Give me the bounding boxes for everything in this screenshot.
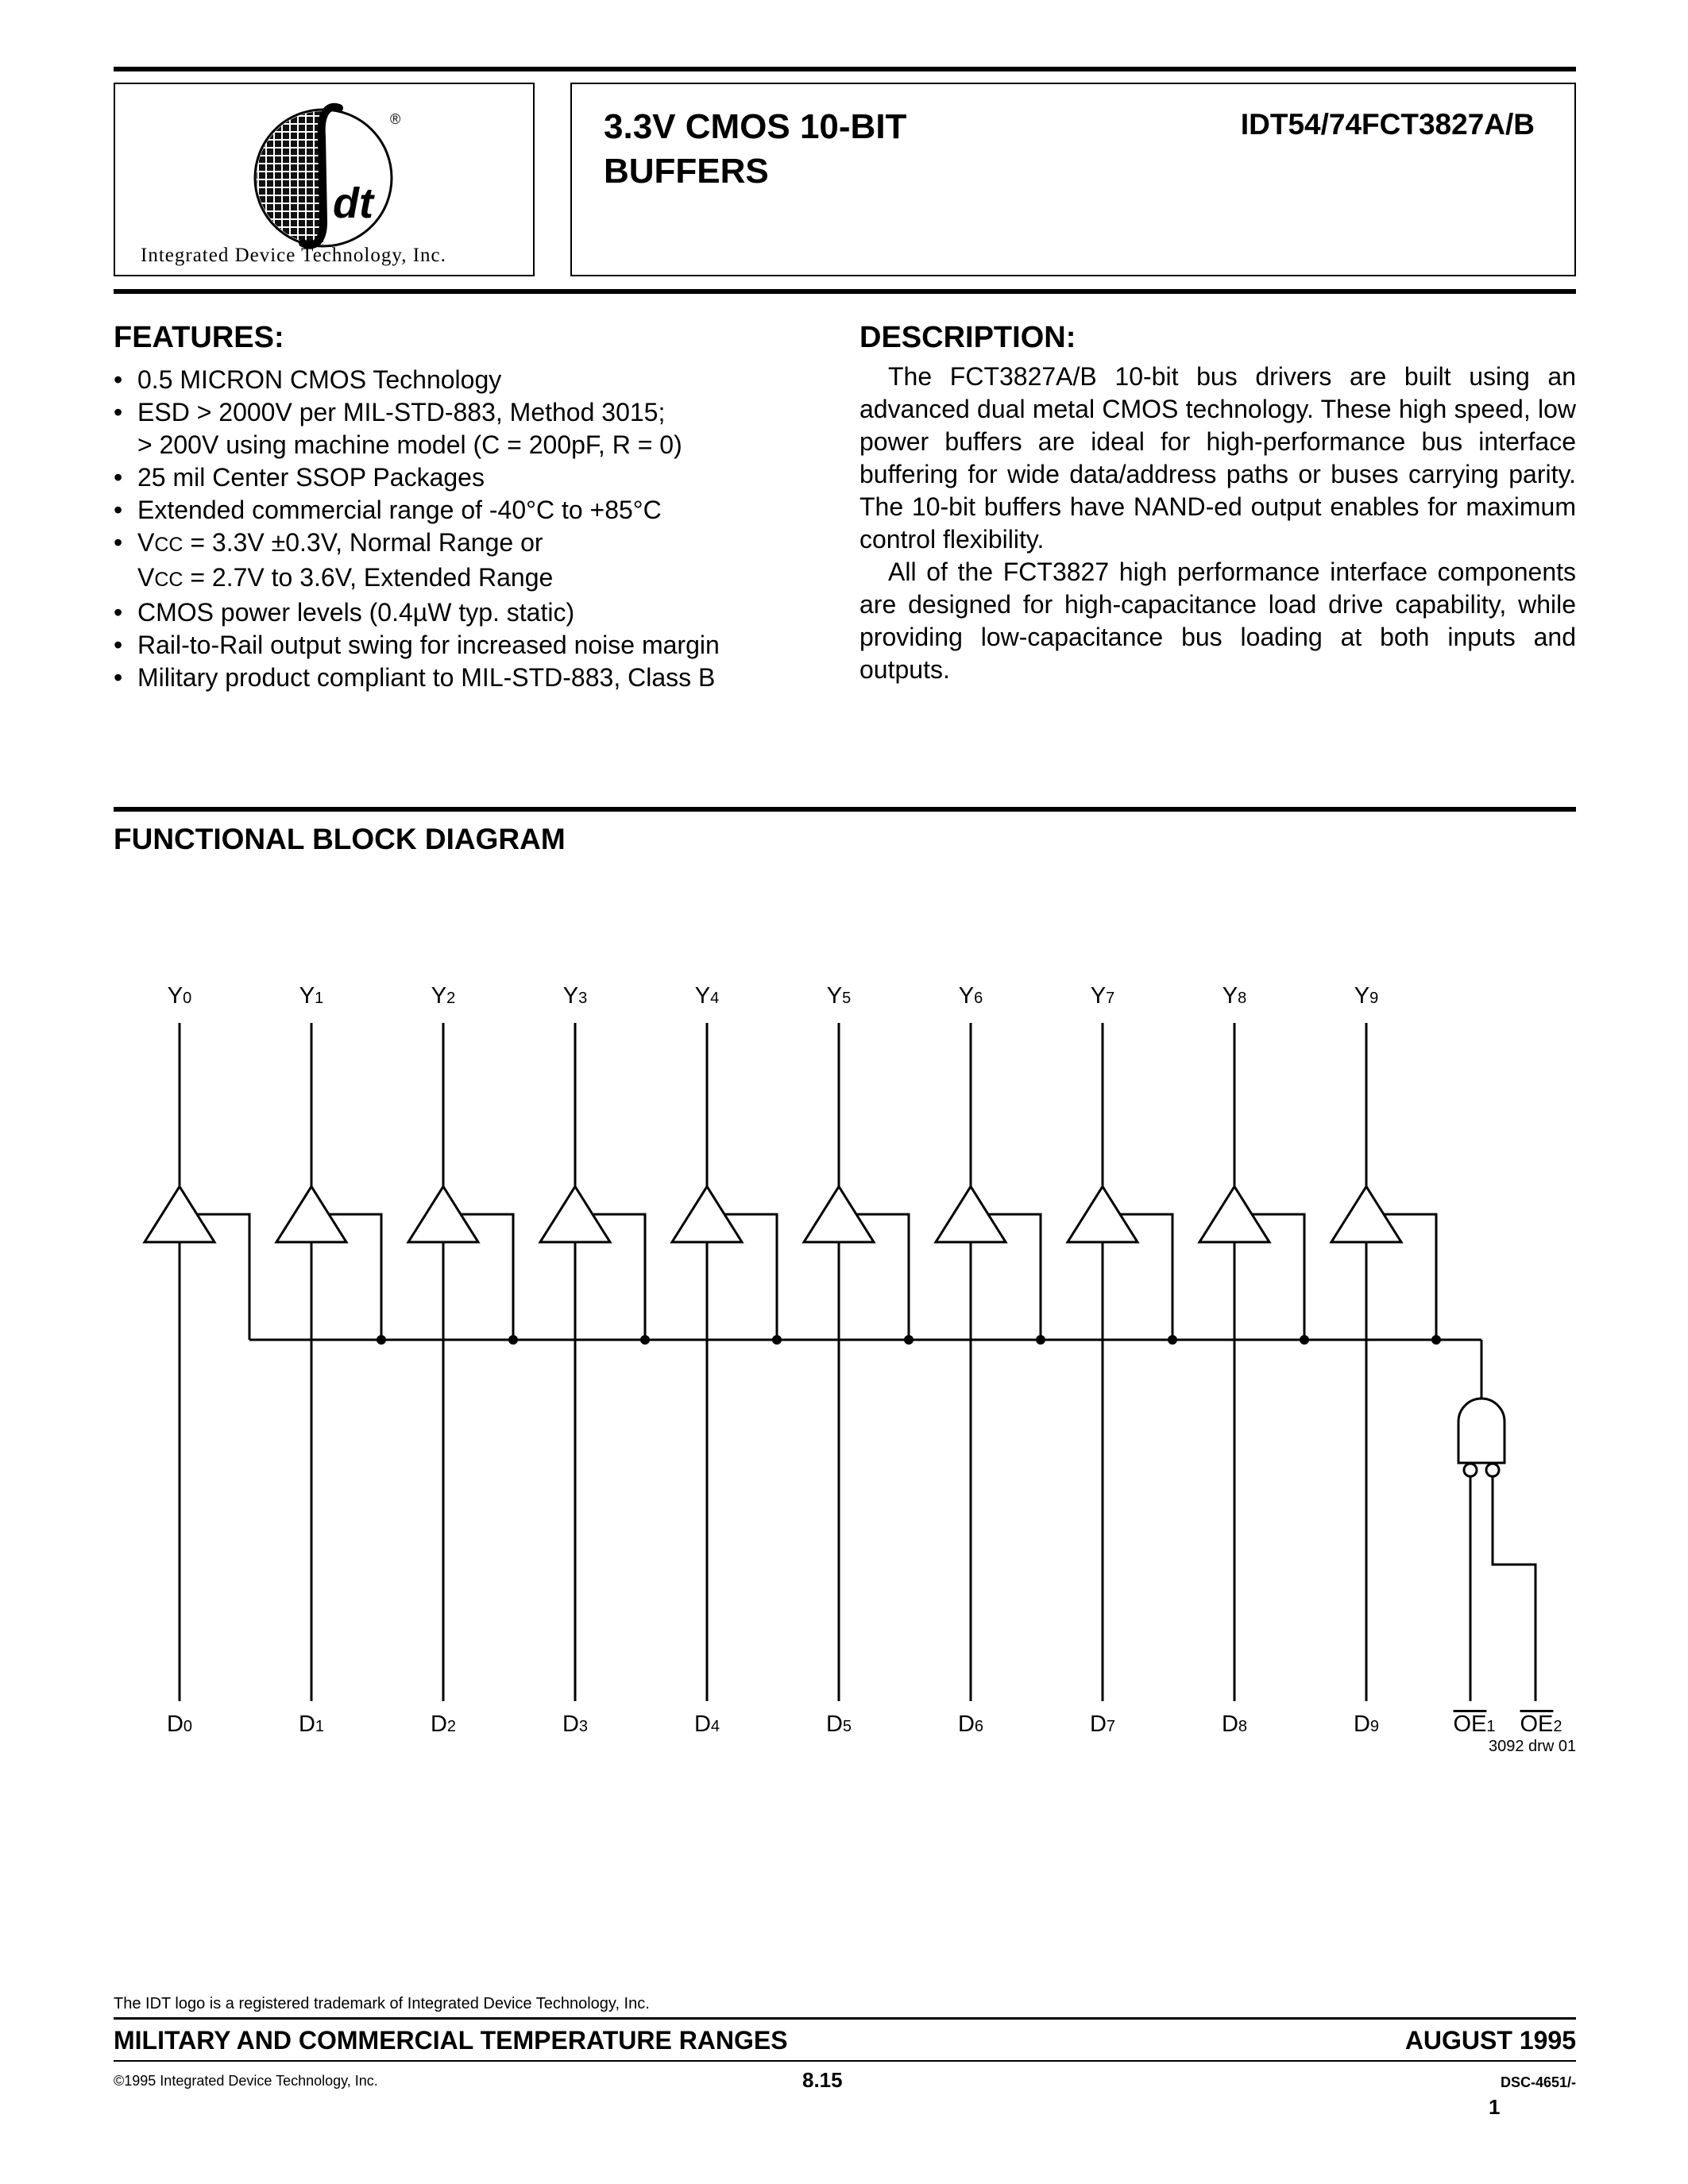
input-label-d3: [562, 1711, 588, 1737]
header-bottom-rule: [114, 289, 1576, 294]
bullet-marker: •: [114, 496, 123, 524]
input-label-d7: [1090, 1711, 1115, 1737]
company-name: Integrated Device Technology, Inc.: [141, 245, 446, 266]
enable-label-oe2-letter: OE: [1520, 1711, 1554, 1737]
output-label-y2-letter: Y: [431, 983, 447, 1009]
input-label-d9-index: 9: [1369, 1718, 1380, 1735]
document-title: [604, 105, 906, 194]
output-label-y5-letter: Y: [826, 983, 843, 1009]
feature-text: Extended commercial range of -40°C to +85°C: [137, 496, 662, 524]
functional-block-diagram: [0, 874, 1688, 1787]
output-label-y8-index: 8: [1238, 990, 1247, 1007]
diagram-heading: FUNCTIONAL BLOCK DIAGRAM: [114, 823, 566, 855]
input-label-d7-letter: D: [1089, 1711, 1107, 1737]
feature-text-post: = 2.7V to 3.6V, Extended Range: [183, 563, 554, 592]
output-label-y0: [168, 983, 191, 1009]
input-label-d2: [431, 1711, 456, 1737]
output-label-y3-index: 3: [578, 990, 588, 1007]
feature-item: [114, 662, 720, 694]
input-label-d0: [167, 1711, 192, 1737]
feature-text-sub: CC: [154, 534, 183, 556]
logo-text: dt: [333, 179, 373, 227]
output-label-y6-index: 6: [974, 990, 983, 1007]
title-box: [570, 83, 1576, 276]
feature-item: [114, 527, 720, 561]
input-label-d8-index: 8: [1238, 1718, 1248, 1735]
output-label-y8: [1223, 983, 1246, 1009]
feature-item: [114, 396, 720, 429]
input-label-d4: [694, 1711, 720, 1737]
bullet-marker: •: [114, 598, 123, 627]
feature-item: [114, 494, 720, 527]
output-label-y7-letter: Y: [1090, 983, 1107, 1009]
input-label-d1-index: 1: [315, 1718, 325, 1735]
feature-item: [114, 596, 720, 629]
input-label-d8-letter: D: [1221, 1711, 1238, 1737]
inversion-bubble-1: [1464, 1464, 1477, 1476]
input-label-d9: [1354, 1711, 1379, 1737]
output-label-y6: [959, 983, 983, 1009]
enable-label-oe1: [1453, 1711, 1495, 1737]
feature-text: Rail-to-Rail output swing for increased noise margin: [137, 631, 720, 659]
output-label-y2: [431, 983, 455, 1009]
input-label-d1: [299, 1711, 324, 1737]
feature-text-post: = 3.3V ±0.3V, Normal Range or: [183, 528, 543, 557]
input-label-d4-letter: D: [693, 1711, 711, 1737]
oe2-wire: [1493, 1476, 1535, 1701]
bullet-marker: •: [114, 398, 123, 426]
output-label-y5: [827, 983, 851, 1009]
feature-item: [114, 429, 720, 461]
output-label-y9: [1354, 983, 1378, 1009]
output-label-y2-index: 2: [446, 990, 456, 1007]
input-label-d2-index: 2: [446, 1718, 457, 1735]
bullet-marker: •: [114, 528, 123, 557]
output-label-y9-index: 9: [1369, 990, 1379, 1007]
output-label-y4-letter: Y: [694, 983, 711, 1009]
output-label-y3-letter: Y: [562, 983, 579, 1009]
idt-logo: [250, 100, 401, 251]
feature-item: [114, 364, 720, 396]
input-label-d9-letter: D: [1353, 1711, 1370, 1737]
title-line-2: BUFFERS: [604, 152, 769, 191]
enable-label-oe2: [1520, 1711, 1562, 1737]
input-label-d7-index: 7: [1106, 1718, 1116, 1735]
diagram-top-rule: [114, 807, 1576, 812]
output-label-y9-letter: Y: [1354, 983, 1370, 1009]
output-label-y0-index: 0: [183, 990, 192, 1007]
feature-item: [114, 461, 720, 494]
feature-text-sub: CC: [154, 569, 183, 591]
input-label-d5: [826, 1711, 852, 1737]
input-label-d6-index: 6: [974, 1718, 984, 1735]
output-label-y8-letter: Y: [1222, 983, 1238, 1009]
title-line-1: 3.3V CMOS 10-BIT: [604, 107, 907, 146]
feature-item: [114, 629, 720, 662]
feature-item: [114, 561, 720, 596]
bullet-marker: •: [114, 365, 123, 394]
description-paragraph-2: All of the FCT3827 high performance interface components are designed for high-capacitance load drive capability, while providing low-capacitance bus loading at both inputs and outputs.: [859, 558, 1576, 684]
input-label-d6-letter: D: [957, 1711, 975, 1737]
logo-box: [114, 83, 535, 276]
temperature-ranges: MILITARY AND COMMERCIAL TEMPERATURE RANGES: [114, 2026, 788, 2055]
feature-text: > 200V using machine model (C = 200pF, R = 0): [137, 430, 682, 459]
output-label-y1: [299, 983, 323, 1009]
input-label-d1-letter: D: [298, 1711, 315, 1737]
input-label-d5-letter: D: [825, 1711, 843, 1737]
footer-rule-2: [114, 2060, 1576, 2062]
feature-text: 0.5 MICRON CMOS Technology: [137, 365, 502, 394]
output-label-y1-letter: Y: [299, 983, 315, 1009]
description-paragraph-1: The FCT3827A/B 10-bit bus drivers are built using an advanced dual metal CMOS technology. These high speed, low power buffers are ideal for high-performance bus interface buffering for wide data/address paths or buses carrying parity. The 10-bit buffers have NAND-ed output enables for maximum control flexibility.: [859, 362, 1576, 554]
bullet-marker: •: [114, 631, 123, 659]
enable-label-oe1-index: 1: [1486, 1718, 1496, 1735]
output-label-y6-letter: Y: [958, 983, 975, 1009]
input-label-d4-index: 4: [710, 1718, 720, 1735]
features-list: [114, 364, 720, 694]
output-label-y4-index: 4: [710, 990, 720, 1007]
description-body: [859, 361, 1576, 686]
input-label-d2-letter: D: [430, 1711, 447, 1737]
input-label-d0-letter: D: [166, 1711, 183, 1737]
feature-text-pre: V: [137, 563, 155, 592]
copyright: ©1995 Integrated Device Technology, Inc.: [114, 2073, 378, 2089]
bullet-marker: •: [114, 663, 123, 692]
output-label-y1-index: 1: [315, 990, 324, 1007]
output-label-y3: [563, 983, 587, 1009]
output-label-y5-index: 5: [842, 990, 852, 1007]
feature-text: CMOS power levels (0.4µW typ. static): [137, 598, 575, 627]
trademark-note: The IDT logo is a registered trademark of Integrated Device Technology, Inc.: [114, 1995, 650, 2012]
output-label-y7-index: 7: [1106, 990, 1115, 1007]
drawing-number: 3092 drw 01: [1489, 1738, 1577, 1755]
publication-date: AUGUST 1995: [1404, 2026, 1576, 2055]
output-label-y4: [695, 983, 719, 1009]
feature-text-pre: V: [137, 528, 155, 557]
input-label-d0-index: 0: [183, 1718, 193, 1735]
footer-rule: [114, 2017, 1576, 2020]
input-label-d5-index: 5: [842, 1718, 852, 1735]
page-number: 1: [1489, 2095, 1501, 2119]
enable-label-oe2-index: 2: [1553, 1718, 1562, 1735]
top-rule: [114, 67, 1576, 71]
output-label-y0-letter: Y: [167, 983, 183, 1009]
input-label-d6: [958, 1711, 983, 1737]
inversion-bubble-2: [1486, 1464, 1499, 1476]
nand-gate: [1458, 1399, 1505, 1463]
output-label-y7: [1091, 983, 1114, 1009]
part-number: IDT54/74FCT3827A/B: [1240, 108, 1535, 141]
features-heading: FEATURES:: [114, 321, 284, 354]
enable-label-oe1-letter: OE: [1453, 1711, 1487, 1737]
input-label-d8: [1222, 1711, 1247, 1737]
document-code: DSC-4651/-: [1500, 2074, 1576, 2090]
input-label-d3-index: 3: [578, 1718, 589, 1735]
description-heading: DESCRIPTION:: [859, 321, 1076, 354]
bullet-marker: •: [114, 463, 123, 492]
feature-text: Military product compliant to MIL-STD-883, Class B: [137, 663, 716, 692]
feature-text: 25 mil Center SSOP Packages: [137, 463, 485, 492]
feature-text: ESD > 2000V per MIL-STD-883, Method 3015;: [137, 398, 666, 426]
section-number: 8.15: [802, 2068, 843, 2092]
registered-mark: ®: [390, 111, 401, 127]
input-label-d3-letter: D: [562, 1711, 579, 1737]
